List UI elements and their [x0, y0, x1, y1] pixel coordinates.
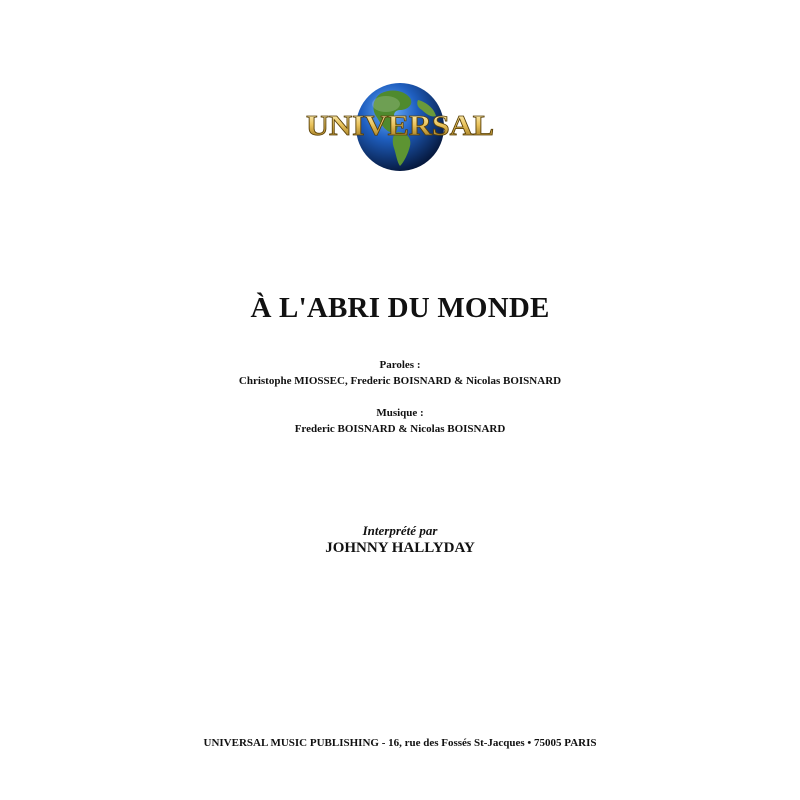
publisher-footer: UNIVERSAL MUSIC PUBLISHING - 16, rue des Fossés St-Jacques • 75005 PARIS: [203, 737, 597, 749]
logo-wordmark: UNIVERSAL: [306, 111, 494, 142]
performer-label: Interprété par: [362, 523, 438, 538]
lyrics-authors: Christophe MIOSSEC, Frederic BOISNARD & Nicolas BOISNARD: [238, 375, 562, 387]
performer-name: JOHNNY HALLYDAY: [325, 540, 475, 556]
universal-globe-logo-icon: [300, 80, 500, 176]
song-title: À L'ABRI DU MONDE: [250, 292, 550, 324]
music-composers: Frederic BOISNARD & Nicolas BOISNARD: [294, 423, 506, 435]
lyrics-label: Paroles :: [379, 359, 421, 371]
music-label: Musique :: [376, 407, 424, 419]
